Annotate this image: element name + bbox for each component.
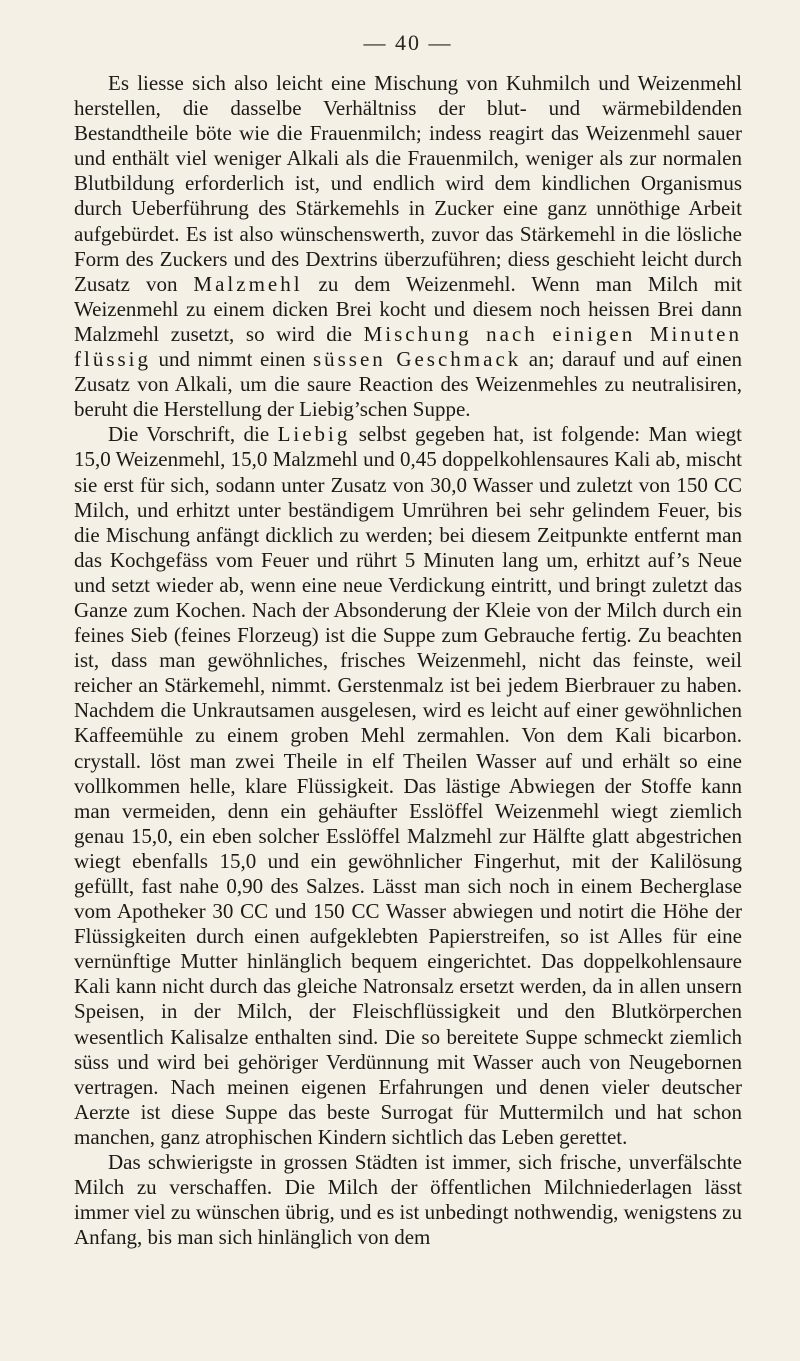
text-segment: Es liesse sich also leicht eine Mischung von Kuhmilch und Weizenmehl herstellen, die dasselbe Verhältniss der blut- und wärmebildenden Bestandtheile böte wie die Frauenmilch; indess reagirt das Weizenmehl sauer und enthält viel weniger Alkali als die Frauenmilch, weniger als zur normalen Blutbildung erforderlich ist, und endlich wird dem kindlichen Organismus durch Ueberführung des Stärkemehls in Zucker eine ganz unnöthige Arbeit aufgebürdet. Es ist also wünschenswerth, zuvor das Stärkemehl in die lösliche Form des Zuckers und des Dextrins überzuführen; diess geschieht leicht durch Zusatz von	[74, 71, 742, 296]
spaced-name-liebig: Liebig	[277, 422, 351, 447]
paragraph-1	[74, 71, 742, 422]
text-segment: an; darauf und auf einen Zusatz von Alkali, um die saure Reaction des Weizenmehles zu neutralisiren, beruht die Herstellung der Liebig’schen Suppe.	[74, 347, 742, 422]
text-segment: selbst gegeben hat, ist folgende: Man wiegt 15,0 Weizenmehl, 15,0 Malzmehl und 0,45 doppelkohlensaures Kali ab, mischt sie erst für sich, sodann unter Zusatz von 30,0 Wasser und zuletzt von 150 CC Milch, und erhitzt unter beständigem Umrühren bei sehr gelindem Feuer, bis die Mischung anfängt dicklich zu werden; bei diesem Zeitpunkte entfernt man das Kochgefäss vom Feuer und rührt 5 Minuten lang um, erhitzt auf’s Neue und setzt wieder ab, wenn eine neue Verdickung eintritt, und bringt zuletzt das Ganze zum Kochen. Nach der Absonderung der Kleie von der Milch durch ein feines Sieb (feines Florzeug) ist die Suppe zum Gebrauche fertig. Zu beachten ist, dass man gewöhnliches, frisches Weizenmehl, nicht das feinste, weil reicher an Stärkemehl, nimmt. Gerstenmalz ist bei jedem Bierbrauer zu haben. Nachdem die Unkrautsamen ausgelesen, wird es leicht auf einer gewöhnlichen Kaffeemühle zu einem groben Mehl zermahlen. Von dem Kali bicarbon. crystall. löst man zwei Theile in elf Theilen Wasser auf und erhält so eine vollkommen helle, klare Flüssigkeit. Das lästige Abwiegen der Stoffe kann man vermeiden, denn ein gehäufter Esslöffel Weizenmehl wiegt ziemlich genau 15,0, ein eben solcher Esslöffel Malzmehl zur Hälfte glatt abgestrichen wiegt ebenfalls 15,0 und ein gewöhnlicher Fingerhut, mit der Kalilösung gefüllt, fast nahe 0,90 des Salzes. Lässt man sich noch in einem Becherglase vom Apotheker 30 CC und 150 CC Wasser abwiegen und notirt die Höhe der Flüssigkeiten durch einen aufgeklebten Papierstreifen, so ist Alles für eine vernünftige Mutter hinlänglich bequem eingerichtet. Das doppelkohlensaure Kali kann nicht durch das gleiche Natronsalz ersetzt werden, da in allen unsern Speisen, in der Milch, der Fleischflüssigkeit und den Blutkörperchen wesentlich Kalisalze enthalten sind. Die so bereitete Suppe schmeckt ziemlich süss und wird bei gehöriger Verdünnung mit Wasser auch von Neugebornen vertragen. Nach meinen eigenen Erfahrungen und denen vieler deutscher Aerzte ist diese Suppe das beste Surrogat für Muttermilch und hat schon manchen, ganz atrophischen Kindern sichtlich das Leben gerettet.	[74, 422, 742, 1149]
text-segment: Das schwierigste in grossen Städten ist immer, sich frische, unverfälschte Milch zu verschaffen. Die Milch der öffentlichen Milchniederlagen lässt immer viel zu wünschen übrig, und es ist unbedingt nothwendig, wenigstens zu Anfang, bis man sich hinlänglich von dem	[74, 1150, 742, 1250]
text-segment: Die Vorschrift, die	[108, 422, 278, 447]
text-segment: zu dem Weizenmehl. Wenn man Milch mit Weizenmehl zu einem dicken Brei kocht und diesem noch heissen Brei dann Malzmehl zusetzt, so wird die	[74, 271, 742, 346]
text-segment: und nimmt einen	[151, 347, 313, 372]
spaced-phrase-mischung: Mischung nach einigen Minuten flüssig	[74, 321, 742, 372]
page-number: — 40 —	[363, 30, 453, 55]
spaced-term-malzmehl: Malzmehl	[193, 271, 303, 296]
paragraph-3	[74, 1150, 742, 1250]
body-text	[74, 71, 742, 1250]
paragraph-2	[74, 422, 742, 1150]
spaced-phrase-geschmack: süssen Geschmack	[312, 347, 522, 372]
